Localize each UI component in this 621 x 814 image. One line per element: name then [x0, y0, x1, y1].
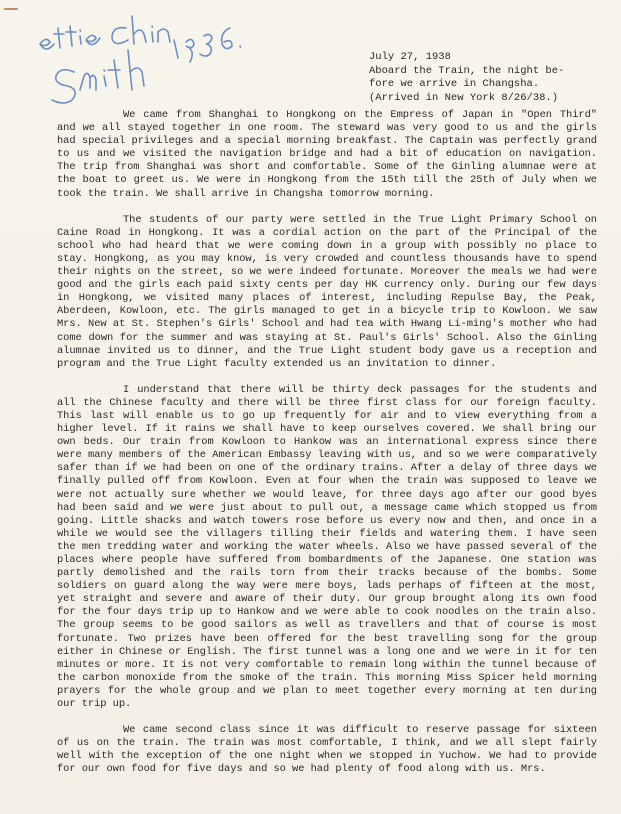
dateline-place-cont: fore we arrive in Changsha. [369, 78, 540, 91]
letter-body [57, 109, 597, 790]
handwritten-annotation-icon [34, 6, 274, 111]
ink-mark [4, 8, 18, 10]
dateline-arrival: (Arrived in New York 8/26/38.) [369, 91, 559, 104]
dateline-place: Aboard the Train, the night be- [369, 64, 565, 77]
paragraph-1 [57, 109, 597, 201]
dateline-date: July 27, 1938 [369, 51, 451, 63]
paragraph-text: We came from Shanghai to Hongkong on the Empress of Japan in "Open Third" and we all stayed together in one room. The steward was very good to us and the girls had special privileges and a special morning breakfast. The Captain was perfectly grand to us and we visited the navigation bridge and had a bit of education on navigation. The trip from Shanghai was short and comfortable. Some of the Ginling alumnae were at the boat to greet us. We were in Hongkong from the 15th till the 25th of July when we took the train. We shall arrive in Changsha tomorrow morning. [57, 109, 597, 200]
paragraph-text: The students of our party were settled in the True Light Primary School on Caine Road in Hongkong. It was a cordial action on the part of the Principal of the school who had heard that we were coming down in a group with possibly no place to stay. Hongkong, as you may know, is very crowded and countless thousands have to spend their nights on the street, so we were indeed fortunate. Moreover the meals we had were good and the girls each paid sixty cents per day HK currency only. During our few days in Hongkong, we visited many places of interest, including Repulse Bay, the Peak, Aberdeen, Kowloon, etc. The girls managed to get in a bicycle trip to Kowloon. We saw Mrs. New at St. Stephen's Girls' School and had tea with Hwang Li-ming's mother who had come down for the summer and was staying at St. Paul's Girls' School. Also the Ginling alumnae invited us to dinner, and the True Light student body gave us a reception and program and the True Light faculty extended us an invitation to dinner. [57, 213, 597, 370]
paragraph-3 [57, 384, 597, 711]
paragraph-text: We came second class since it was difficult to reserve passage for sixteen of us on the train. The train was most comfortable, I think, and we all slept fairly well with the exception of the one night when we stopped in Yuchow. We had to provide for our own food for five days and so we had plenty of food along with us. Mrs. [57, 724, 597, 776]
paragraph-2 [57, 214, 597, 371]
paragraph-4 [57, 724, 597, 776]
paragraph-text: I understand that there will be thirty deck passages for the students and all the Chinese faculty and there will be three first class for our foreign faculty. This last will enable us to go up frequently for air and to view everything from a higher level. If it rains we shall have to keep ourselves covered. We shall bring our own beds. Our train from Kowloon to Hankow was an international express since there were many members of the American Embassy leaving with us, and so we were comparatively safer than if we had been on one of the ordinary trains. After a delay of three days we finally pulled off from Kowloon. Even at four when the train was supposed to leave we were not actually sure whether we would leave, for three days ago after our good byes had been said and we were just about to pull out, a message came which stopped us from going. Little shacks and watch towers rose before us every now and then, and once in a while we would see the villagers tilling their fields and watering them. I have seen the men tredding water and working the water wheels. Also we have passed several of the places where people have suffered from bombardments of the Japanese. One station was partly demolished and the rails torn from their tracks because of the bombs. Some soldiers on guard along the way were mere boys, lads perhaps of fifteen at the most, yet straight and severe and aware of their duty. Our group brought along its own food for the four days trip up to Hankow and we were able to cook noodles on the train also. The group seems to be good sailors as well as travellers and that of course is most fortunate. Two prizes have been offered for the best travelling song for the group either in Chinese or English. The first tunnel was a long one and we were in it for ten minutes or more. It is not very comfortable to remain long within the tunnel because of the carbon monoxide from the smoke of the train. This morning Miss Spicer held morning prayers for the whole group and we plan to meet together every morning at ten during our trip up. [57, 383, 597, 711]
dateline [369, 51, 564, 105]
